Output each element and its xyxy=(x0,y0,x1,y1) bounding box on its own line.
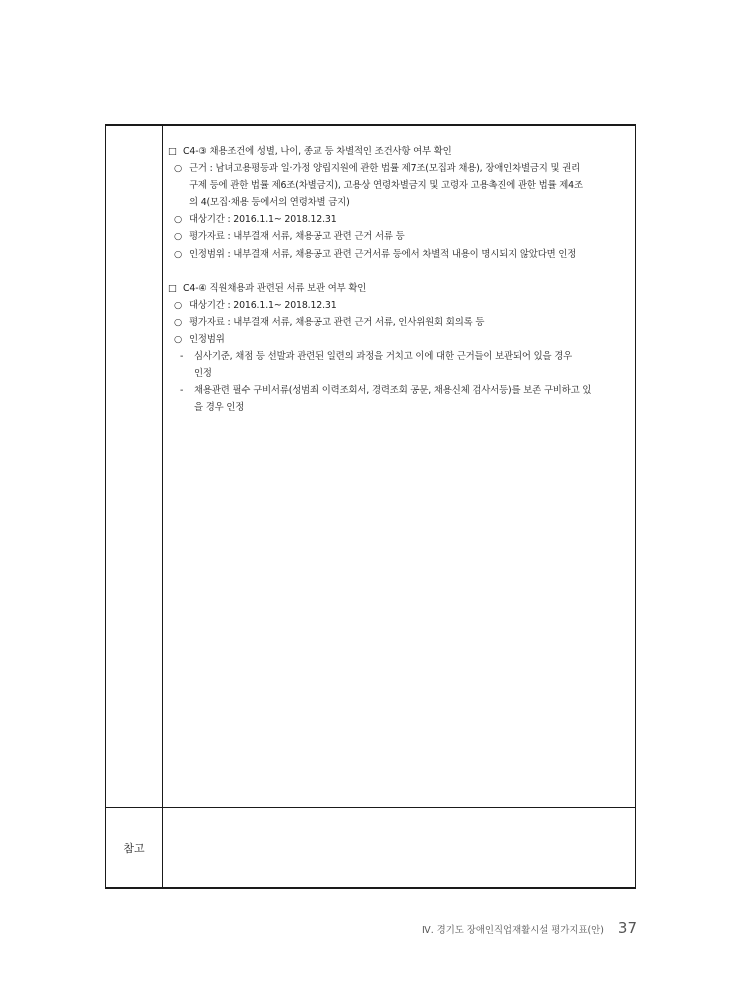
list-item xyxy=(168,246,629,263)
sub-list-item-text: 심사기준, 채점 등 선발과 관련된 일련의 과정을 거치고 이에 대한 근거들이 보관되어 있을 경우 xyxy=(194,351,573,363)
checkbox-square-icon: □ xyxy=(168,282,177,294)
section-spacer xyxy=(168,263,629,280)
circle-bullet-icon: ○ xyxy=(174,163,183,175)
list-item xyxy=(168,160,629,177)
criteria-content xyxy=(168,143,629,416)
section-heading xyxy=(168,143,629,160)
footer-title: Ⅳ. 경기도 장애인직업재활시설 평가지표(안) xyxy=(422,925,604,936)
list-item xyxy=(168,211,629,228)
sub-list-item-text: 인정 xyxy=(194,368,212,380)
sub-list-item-text: 을 경우 인정 xyxy=(194,402,245,414)
list-item-continuation xyxy=(168,177,629,194)
circle-bullet-icon: ○ xyxy=(174,231,183,243)
checkbox-square-icon: □ xyxy=(168,146,177,157)
list-item-text: 인정범위 : 내부결재 서류, 채용공고 관련 근거서류 등에서 차별적 내용이 명시되지 않았다면 인정 xyxy=(189,248,577,260)
page-number: 37 xyxy=(617,919,637,937)
evaluation-table xyxy=(105,124,636,889)
dash-bullet-icon: - xyxy=(180,385,184,397)
dash-bullet-icon: - xyxy=(180,351,184,363)
list-item xyxy=(168,331,629,348)
row-divider xyxy=(106,807,635,808)
section-heading-text: C4-④ 직원채용과 관련된 서류 보관 여부 확인 xyxy=(183,282,367,294)
circle-bullet-icon: ○ xyxy=(174,214,183,226)
column-divider xyxy=(162,126,163,887)
list-item-text: 평가자료 : 내부결재 서류, 채용공고 관련 근거 서류, 인사위원회 회의록 등 xyxy=(189,316,485,328)
section-heading xyxy=(168,280,629,297)
section-heading-text: C4-③ 채용조건에 성별, 나이, 종교 등 차별적인 조건사항 여부 확인 xyxy=(183,146,452,157)
list-item-continuation xyxy=(168,194,629,211)
list-item-text: 의 4(모집·채용 등에서의 연령차별 금지) xyxy=(189,197,350,209)
sub-list-item xyxy=(168,348,629,365)
circle-bullet-icon: ○ xyxy=(174,333,183,345)
circle-bullet-icon: ○ xyxy=(174,299,183,311)
list-item-text: 대상기간 : 2016.1.1~ 2018.12.31 xyxy=(189,214,337,226)
list-item-text: 근거 : 남녀고용평등과 일·가정 양립지원에 관한 법률 제7조(모집과 채용), 장애인차별금지 및 권리 xyxy=(189,163,581,175)
page-footer xyxy=(422,919,637,937)
list-item-text: 대상기간 : 2016.1.1~ 2018.12.31 xyxy=(189,299,337,311)
list-item-text: 인정범위 xyxy=(189,333,225,345)
list-item-text: 평가자료 : 내부결재 서류, 채용공고 관련 근거 서류 등 xyxy=(189,231,405,243)
sub-list-item-text: 채용관련 필수 구비서류(성범죄 이력조회서, 경력조회 공문, 채용신체 검사서등)를 보존 구비하고 있 xyxy=(194,385,592,397)
circle-bullet-icon: ○ xyxy=(174,316,183,328)
list-item xyxy=(168,297,629,314)
sub-list-item xyxy=(168,382,629,399)
circle-bullet-icon: ○ xyxy=(174,248,183,260)
sub-list-item-continuation xyxy=(168,399,629,416)
sub-list-item-continuation xyxy=(168,365,629,382)
list-item-text: 구제 등에 관한 법률 제6조(차별금지), 고용상 연령차별금지 및 고령자 고용촉진에 관한 법률 제4조 xyxy=(189,180,583,192)
reference-label: 참고 xyxy=(123,842,145,855)
list-item xyxy=(168,314,629,331)
list-item xyxy=(168,228,629,245)
